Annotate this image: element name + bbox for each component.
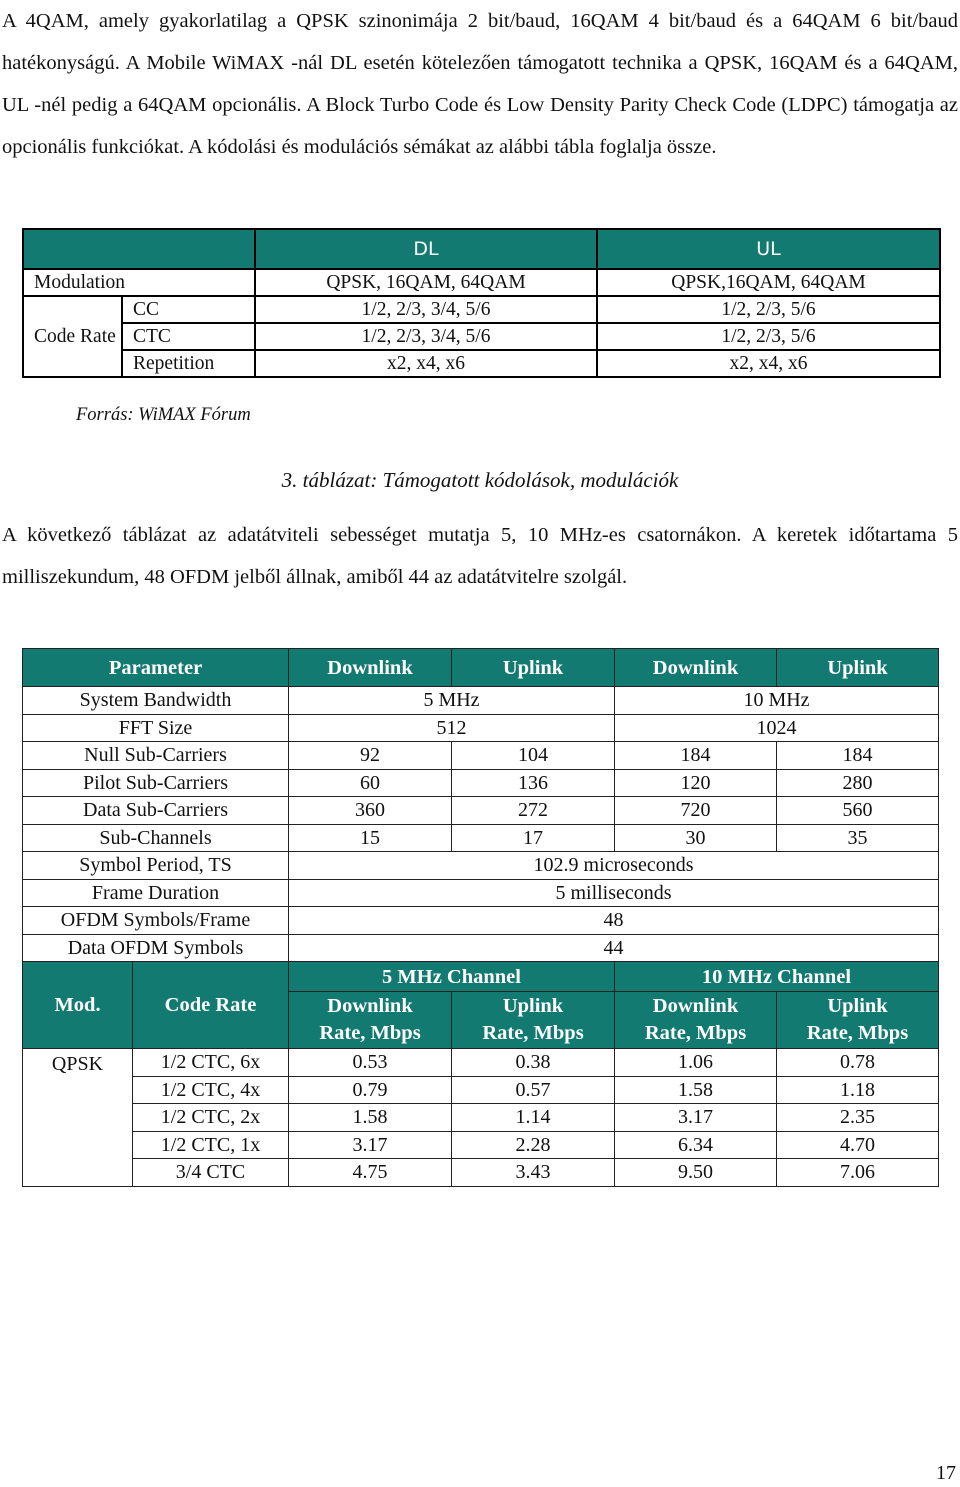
- table2-rate-row: [23, 1131, 939, 1159]
- table2-header-parameter: Parameter: [23, 649, 289, 687]
- table2-row-label: Sub-Channels: [23, 824, 289, 852]
- table1-header-ul: UL: [597, 229, 940, 269]
- second-paragraph: A következő táblázat az adatátviteli sebességet mutatja 5, 10 MHz-es csatornákon. A keretek időtartama 5 milliszekundum, 48 OFDM jelből állnak, amiből 44 az adatátvitelre szolgál.: [2, 524, 958, 588]
- table1-row-dl: 1/2, 2/3, 3/4, 5/6: [255, 296, 597, 323]
- table2-header-downlink: Downlink: [615, 649, 777, 687]
- table2-header-downlink-rate: [615, 992, 777, 1049]
- table2-header-downlink: Downlink: [289, 649, 452, 687]
- table2-row: [23, 907, 939, 935]
- table2-cell: 15: [289, 824, 452, 852]
- table2-header-uplink-rate-line2: Rate, Mbps: [806, 1022, 909, 1044]
- table2-cell: 35: [777, 824, 939, 852]
- table2-cell: 17: [452, 824, 615, 852]
- table2-cell: 4.70: [777, 1131, 939, 1159]
- table1-header-dl: DL: [255, 229, 597, 269]
- table2-mod-name: QPSK: [23, 1049, 133, 1187]
- table2-header-row: [23, 649, 939, 687]
- table2-rate-row: [23, 1159, 939, 1187]
- table2-rate-row: [23, 1049, 939, 1077]
- table2-code-rate: 1/2 CTC, 6x: [133, 1049, 289, 1077]
- table2-row: [23, 797, 939, 825]
- intro-paragraph: A 4QAM, amely gyakorlatilag a QPSK szinonimája 2 bit/baud, 16QAM 4 bit/baud és a 64QAM 6 bit/baud hatékonyságú. A Mobile WiMAX -nál DL esetén kötelezően támogatott technika a QPSK, 16QAM és a 64QAM, UL -nél pedig a 64QAM opcionális. A Block Turbo Code és Low Density Parity Check Code (LDPC) támogatja az opcionális funkciókat. A kódolási és modulációs sémákat az alábbi tábla foglalja össze.: [2, 10, 958, 158]
- table2-cell: 44: [289, 934, 939, 962]
- table2-cell: 1.14: [452, 1104, 615, 1132]
- table2-header-downlink-rate-line1: Downlink: [652, 995, 739, 1017]
- table1-row-dl: x2, x4, x6: [255, 350, 597, 377]
- table2-row-label: Pilot Sub-Carriers: [23, 769, 289, 797]
- table2-cell: 3.43: [452, 1159, 615, 1187]
- table2-cell: 1.18: [777, 1076, 939, 1104]
- table2-header-downlink-rate-line2: Rate, Mbps: [644, 1022, 747, 1044]
- table2-cell: 3.17: [615, 1104, 777, 1132]
- table1-modulation-label: Modulation: [23, 269, 255, 296]
- table2-cell: 720: [615, 797, 777, 825]
- table2-row-label: Data OFDM Symbols: [23, 934, 289, 962]
- table2-cell: 360: [289, 797, 452, 825]
- table1-header-row: [23, 229, 940, 269]
- table2-cell: 280: [777, 769, 939, 797]
- table2-row-label: System Bandwidth: [23, 687, 289, 715]
- table2-code-rate: 1/2 CTC, 2x: [133, 1104, 289, 1132]
- coding-modulation-table: [22, 228, 941, 378]
- table2-header-10mhz-channel: 10 MHz Channel: [615, 962, 939, 992]
- table2-header-code-rate: Code Rate: [133, 962, 289, 1049]
- table1-modulation-ul: QPSK,16QAM, 64QAM: [597, 269, 940, 296]
- table2-cell: 10 MHz: [615, 687, 939, 715]
- table2-code-rate: 1/2 CTC, 4x: [133, 1076, 289, 1104]
- table2-cell: 2.28: [452, 1131, 615, 1159]
- table2-header-downlink-rate-line1: Downlink: [327, 995, 413, 1017]
- table2-header-mod: Mod.: [23, 962, 133, 1049]
- table2-cell: 1.58: [289, 1104, 452, 1132]
- page-number: 17: [936, 1462, 956, 1484]
- table1-row-name: CC: [122, 296, 255, 323]
- table2-cell: 184: [777, 742, 939, 770]
- table2-row: [23, 687, 939, 715]
- table1-row-ul: 1/2, 2/3, 5/6: [597, 323, 940, 350]
- table2-header-uplink-rate-line1: Uplink: [827, 995, 888, 1017]
- table2-cell: 1.06: [615, 1049, 777, 1077]
- table2-cell: 48: [289, 907, 939, 935]
- table2-cell: 92: [289, 742, 452, 770]
- table2-header-uplink-rate-line1: Uplink: [502, 995, 564, 1017]
- table2-cell: 5 milliseconds: [289, 879, 939, 907]
- table2-header-uplink: Uplink: [452, 649, 615, 687]
- table2-cell: 0.78: [777, 1049, 939, 1077]
- table1-row: [23, 323, 940, 350]
- table1-code-rate-label: Code Rate: [23, 296, 122, 377]
- table2-row: [23, 742, 939, 770]
- table2-cell: 3.17: [289, 1131, 452, 1159]
- table2-cell: 0.57: [452, 1076, 615, 1104]
- table2-header-uplink-rate-line2: Rate, Mbps: [482, 1022, 584, 1044]
- table2-cell: 184: [615, 742, 777, 770]
- table1-row-ul: x2, x4, x6: [597, 350, 940, 377]
- table2-row-label: FFT Size: [23, 714, 289, 742]
- table2-cell: 1.58: [615, 1076, 777, 1104]
- table2-cell: 60: [289, 769, 452, 797]
- table-caption: 3. táblázat: Támogatott kódolások, modulációk: [281, 468, 679, 492]
- table2-cell: 136: [452, 769, 615, 797]
- table2-row-label: Null Sub-Carriers: [23, 742, 289, 770]
- table2-cell: 272: [452, 797, 615, 825]
- table2-row: [23, 714, 939, 742]
- table2-row-label: Data Sub-Carriers: [23, 797, 289, 825]
- table2-cell: 104: [452, 742, 615, 770]
- table2-code-rate: 3/4 CTC: [133, 1159, 289, 1187]
- table2-cell: 30: [615, 824, 777, 852]
- table2-cell: 4.75: [289, 1159, 452, 1187]
- table2-cell: 9.50: [615, 1159, 777, 1187]
- table1-row: [23, 350, 940, 377]
- table2-cell: 560: [777, 797, 939, 825]
- table2-row-label: OFDM Symbols/Frame: [23, 907, 289, 935]
- table2-row: [23, 852, 939, 880]
- table2-subheader-row: [23, 962, 939, 992]
- table2-cell: 512: [289, 714, 615, 742]
- table2-cell: 2.35: [777, 1104, 939, 1132]
- table2-header-downlink-rate: [289, 992, 452, 1049]
- table2-rate-row: [23, 1076, 939, 1104]
- table2-row: [23, 769, 939, 797]
- table2-header-uplink: Uplink: [777, 649, 939, 687]
- table2-cell: 0.79: [289, 1076, 452, 1104]
- table1-row-ul: 1/2, 2/3, 5/6: [597, 296, 940, 323]
- table2-header-uplink-rate: [777, 992, 939, 1049]
- table2-code-rate: 1/2 CTC, 1x: [133, 1131, 289, 1159]
- table1-row-name: Repetition: [122, 350, 255, 377]
- table2-row: [23, 824, 939, 852]
- table2-header-uplink-rate: [452, 992, 615, 1049]
- table1-modulation-row: [23, 269, 940, 296]
- table2-cell: 0.38: [452, 1049, 615, 1077]
- table1-header-empty: [23, 229, 255, 269]
- table2-header-5mhz-channel: 5 MHz Channel: [289, 962, 615, 992]
- table2-cell: 120: [615, 769, 777, 797]
- table2-cell: 7.06: [777, 1159, 939, 1187]
- table2-cell: 1024: [615, 714, 939, 742]
- table2-header-downlink-rate-line2: Rate, Mbps: [319, 1022, 421, 1044]
- table2-cell: 5 MHz: [289, 687, 615, 715]
- table1-row-name: CTC: [122, 323, 255, 350]
- table1-row: [23, 296, 940, 323]
- table2-cell: 6.34: [615, 1131, 777, 1159]
- table1-modulation-dl: QPSK, 16QAM, 64QAM: [255, 269, 597, 296]
- table2-cell: 0.53: [289, 1049, 452, 1077]
- table1-row-dl: 1/2, 2/3, 3/4, 5/6: [255, 323, 597, 350]
- table2-row-label: Symbol Period, TS: [23, 852, 289, 880]
- data-rate-table: [22, 648, 939, 1187]
- table2-rate-row: [23, 1104, 939, 1132]
- table2-row-label: Frame Duration: [23, 879, 289, 907]
- table2-row: [23, 934, 939, 962]
- table2-cell: 102.9 microseconds: [289, 852, 939, 880]
- table2-row: [23, 879, 939, 907]
- table-source: Forrás: WiMAX Fórum: [76, 405, 251, 425]
